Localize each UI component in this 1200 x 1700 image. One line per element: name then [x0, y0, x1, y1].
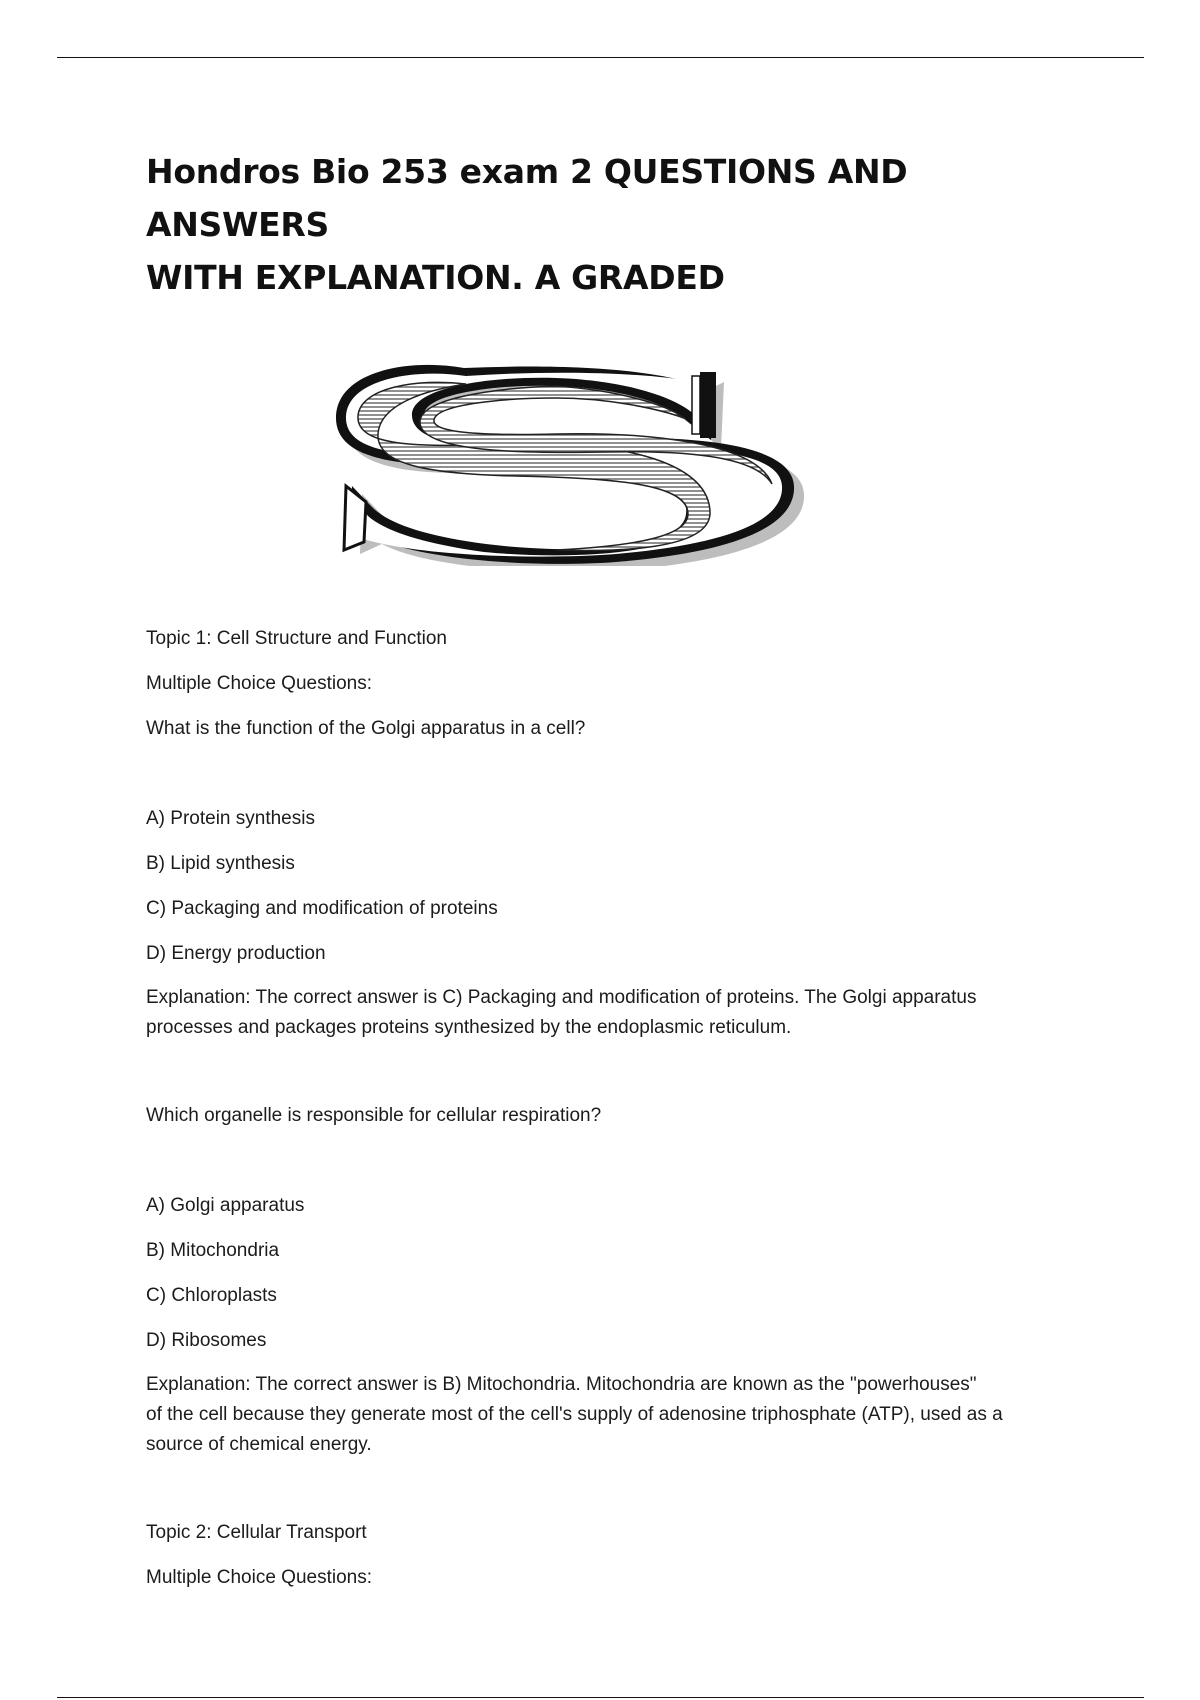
- answer-option: B) Lipid synthesis: [146, 853, 295, 874]
- answer-option: D) Energy production: [146, 943, 326, 964]
- bottom-divider: [57, 1697, 1144, 1698]
- document-body: [146, 145, 1076, 1591]
- explanation-line: Explanation: The correct answer is B) Mitochondria. Mitochondria are known as the "powerhouses": [146, 1374, 977, 1395]
- topic-1-section: [146, 626, 1076, 1460]
- section-subheading: Multiple Choice Questions:: [146, 1567, 372, 1588]
- question-block: [146, 716, 1076, 1043]
- answer-option: A) Protein synthesis: [146, 808, 315, 829]
- section-subheading: Multiple Choice Questions:: [146, 673, 372, 694]
- explanation-line: Explanation: The correct answer is C) Packaging and modification of proteins. The Golgi apparatus: [146, 987, 977, 1008]
- answer-option: C) Chloroplasts: [146, 1285, 277, 1306]
- explanation-text: [146, 983, 1076, 1043]
- explanation-line: processes and packages proteins synthesized by the endoplasmic reticulum.: [146, 1017, 792, 1038]
- topic-heading: Topic 1: Cell Structure and Function: [146, 628, 447, 649]
- title-line-1: Hondros Bio 253 exam 2 QUESTIONS AND ANSWERS: [146, 152, 908, 244]
- topic-heading: Topic 2: Cellular Transport: [146, 1522, 367, 1543]
- s-logo-icon: [316, 346, 816, 566]
- question-text: What is the function of the Golgi apparatus in a cell?: [146, 718, 586, 739]
- top-divider: [57, 57, 1144, 58]
- answer-option: B) Mitochondria: [146, 1240, 280, 1261]
- explanation-text: [146, 1370, 1076, 1460]
- topic-2-section: [146, 1520, 1076, 1591]
- explanation-line: source of chemical energy.: [146, 1434, 372, 1455]
- answer-option: A) Golgi apparatus: [146, 1195, 305, 1216]
- question-block: [146, 1103, 1076, 1460]
- title-line-2: WITH EXPLANATION. A GRADED: [146, 258, 725, 297]
- explanation-line: of the cell because they generate most of the cell's supply of adenosine triphosphate (ATP), used as a: [146, 1404, 1003, 1425]
- question-text: Which organelle is responsible for cellular respiration?: [146, 1105, 602, 1126]
- answer-option: C) Packaging and modification of proteins: [146, 898, 498, 919]
- document-title: [146, 145, 1076, 304]
- answer-option: D) Ribosomes: [146, 1330, 267, 1351]
